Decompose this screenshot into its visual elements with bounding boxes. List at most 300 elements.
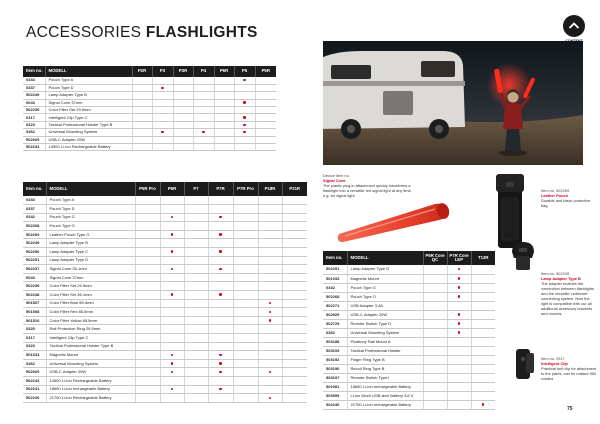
compatibility-cell [282,205,307,214]
caption-product-name: Signal Cone [323,178,346,183]
compatibility-cell [255,136,276,143]
column-header: P5 [234,66,255,77]
column-header: P6R [214,66,234,77]
compatibility-cell [208,359,233,368]
compatibility-cell [282,282,307,291]
compatibility-cell [160,325,184,334]
column-header: T13R [471,251,495,265]
compatibility-cell [282,299,307,308]
table-row [23,256,307,265]
column-header: Item no. [323,251,347,265]
item-name: Color Filter Yellow 85.5mm [46,316,135,325]
column-header: P7 [184,182,208,196]
item-name: Pouch Type O [347,292,423,301]
compatibility-cell [132,107,152,114]
compatibility-cell [233,368,258,377]
compatibility-cell [193,129,214,136]
compatible-dot-icon [243,131,245,133]
item-number: 0320 [23,325,46,334]
column-header: P18R [258,182,282,196]
compatibility-cell [132,114,152,121]
table-row [23,196,307,205]
compatibility-cell [152,144,173,151]
compatible-dot-icon [161,131,163,133]
compatibility-cell [208,376,233,385]
item-name: Color Filter Set 29.5mm [45,107,132,114]
item-number: 502238 [23,291,46,300]
column-header: MODELL [45,66,132,77]
compatible-dot-icon [243,116,245,118]
compatibility-cell [214,107,234,114]
compatibility-cell [160,230,184,239]
table-row [23,273,307,282]
compatibility-cell [255,77,276,84]
compatibility-cell [152,136,173,143]
compatibility-cell [282,359,307,368]
compatibility-cell [135,394,160,403]
item-number: 502268 [323,292,347,301]
compatibility-cell [447,382,471,391]
compatibility-cell [447,292,471,301]
item-name: Remote Switch Type D [347,319,423,328]
caption-description: Durable and black protective bag [541,198,591,208]
item-name: Signal Cone 37mm [45,99,132,106]
table-row [23,342,307,351]
item-name: 21700 Li-Ion rechargeable Battery [347,400,423,409]
item-number: 502237 [23,265,46,274]
page-title-light: ACCESSORIES [26,24,142,41]
compatibility-cell [132,92,152,99]
compatibility-cell [173,121,193,128]
item-number: 501033 [23,351,46,360]
compatible-dot-icon [219,371,221,373]
compatibility-cell [214,92,234,99]
caption-description: Practical belt clip for attachment to the pants, can be rotated 360 rotated [541,366,597,381]
table-row [23,136,276,143]
column-header: P5R [255,66,276,77]
compatible-dot-icon [219,268,221,270]
compatibility-cell [173,136,193,143]
compatibility-cell [208,308,233,317]
compatibility-cell [233,351,258,360]
compatible-dot-icon [458,295,460,297]
compatibility-cell [135,334,160,343]
compatibility-cell [173,114,193,121]
compatible-dot-icon [219,362,221,364]
compatibility-cell [184,230,208,239]
compatibility-cell [214,99,234,106]
item-name: Magnetic Mount [46,351,135,360]
compatibility-cell [214,77,234,84]
table-row [323,382,495,391]
compatibility-cell [282,376,307,385]
item-number: 0342 [323,283,347,292]
compatibility-cell [233,248,258,257]
compatibility-cell [160,273,184,282]
compatibility-cell [423,265,447,274]
compatibility-cell [160,291,184,300]
compatible-dot-icon [171,354,173,356]
compatibility-cell [423,283,447,292]
table-row [23,376,307,385]
compatibility-cell [258,213,282,222]
item-name: Rail Protection Ring 29.5mm [46,325,135,334]
compatibility-cell [208,265,233,274]
item-name: 14500 Li-Ion Rechargeable Battery [46,376,135,385]
compatibility-cell [208,248,233,257]
hero-photo [323,41,583,165]
item-name: USB Adapter 3.4A [347,301,423,310]
compatibility-cell [447,400,471,409]
compatibility-cell [135,196,160,205]
item-number: 0362 [23,359,46,368]
item-number: 502249 [23,239,46,248]
compatibility-cell [282,256,307,265]
column-header: MODELL [46,182,135,196]
compatible-dot-icon [458,268,460,270]
compatibility-cell [471,400,495,409]
compatibility-cell [471,391,495,400]
compatibility-cell [160,308,184,317]
compatibility-cell [135,325,160,334]
caption-item-id: Item no. 0317 [541,356,565,361]
caption-product-name: Intelligent Clip [541,361,568,366]
table-row [23,385,307,394]
table-header-row [323,251,495,265]
item-number: 0333 [23,196,46,205]
compatibility-cell [447,310,471,319]
compatibility-cell [282,196,307,205]
table-row [23,230,307,239]
compatibility-cell [173,77,193,84]
item-name: Pouch Type G [46,213,135,222]
compatible-dot-icon [482,403,484,405]
item-number: 501510 [23,316,46,325]
item-name: Picatinny Rail Mount A [347,337,423,346]
intelligent-clip-caption [541,356,597,381]
compatibility-cell [135,256,160,265]
compatibility-cell [282,230,307,239]
compatibility-cell [135,316,160,325]
compatible-dot-icon [458,331,460,333]
compatibility-cell [423,301,447,310]
item-name: 18650 Li-Ion rechargeable Battery [46,385,135,394]
column-header: P7R Core LEP [447,251,471,265]
item-name: Lamp Adapter Type D [347,265,423,274]
compatibility-cell [160,282,184,291]
compatibility-cell [173,144,193,151]
column-header: P5R Pro [135,182,160,196]
compatibility-cell [282,308,307,317]
compatibility-cell [184,196,208,205]
column-header: Item no. [23,182,46,196]
compatibility-cell [160,376,184,385]
table-row [23,248,307,257]
compatibility-cell [234,136,255,143]
item-number: 501033 [323,274,347,283]
item-name: Intelligent Clip Type C [45,114,132,121]
item-number: 0342 [23,213,46,222]
compatible-dot-icon [202,131,204,133]
compatibility-cell [208,351,233,360]
compatibility-cell [255,129,276,136]
compatibility-cell [447,274,471,283]
compatibility-cell [282,291,307,300]
compatible-dot-icon [269,302,271,304]
compatibility-cell [233,205,258,214]
table-row [23,222,307,231]
compatibility-cell [258,265,282,274]
table-header-row [23,66,276,77]
compatibility-cell [208,316,233,325]
compatibility-cell [255,99,276,106]
compatibility-cell [193,114,214,121]
compatibility-cell [447,319,471,328]
column-header: P6R [160,182,184,196]
compatible-dot-icon [219,250,221,252]
compatibility-cell [208,273,233,282]
item-name: Intelligent Clip Type C [46,334,135,343]
item-name: Pouch Type D [45,84,132,91]
compatibility-cell [184,239,208,248]
item-number: 502241 [23,385,46,394]
compatible-dot-icon [219,216,221,218]
compatibility-cell [471,364,495,373]
compatibility-cell [258,342,282,351]
column-header: P3R [173,66,193,77]
item-name: Pouch Type D [46,205,135,214]
compatibility-cell [282,265,307,274]
camper-scene-illustration [323,41,583,165]
table-row [323,337,495,346]
compatible-dot-icon [243,124,245,126]
table-row [323,346,495,355]
compatibility-cell [160,394,184,403]
column-header: P3 [152,66,173,77]
compatibility-cell [193,92,214,99]
item-number: 502271 [323,301,347,310]
item-number: 502243 [23,144,45,151]
compatibility-cell [471,265,495,274]
compatibility-cell [184,334,208,343]
compatibility-cell [258,222,282,231]
compatibility-cell [160,342,184,351]
compatibility-cell [135,222,160,231]
item-number: 502239 [23,107,45,114]
compatibility-cell [258,308,282,317]
item-number: 0043 [23,99,45,106]
compatibility-cell [233,359,258,368]
compatibility-cell [208,205,233,214]
compatibility-cell [258,368,282,377]
compatibility-cell [423,319,447,328]
table-row [23,325,307,334]
lamp-adapter-caption [541,271,597,316]
compatibility-cell [234,92,255,99]
compatibility-cell [160,351,184,360]
compatibility-cell [184,394,208,403]
item-name: Tactical Professional Holster [347,346,423,355]
signal-cone-image [335,196,455,244]
item-number: 0323 [23,342,46,351]
compatibility-table-pro-series [23,182,307,403]
compatibility-cell [135,385,160,394]
compatibility-cell [184,299,208,308]
compatibility-cell [258,359,282,368]
compatibility-cell [471,355,495,364]
compatible-dot-icon [269,311,271,313]
compatibility-cell [184,222,208,231]
item-number: 502249 [23,92,45,99]
compatibility-cell [234,121,255,128]
compatibility-cell [423,328,447,337]
caption-product-name: Lamp Adapter Type B [541,276,581,281]
table-row [23,129,276,136]
table-row [323,301,495,310]
compatibility-cell [423,355,447,364]
compatibility-cell [214,129,234,136]
item-name: Color Filter Set 29.5mm [46,282,135,291]
item-name: Remote Switch Type I [347,373,423,382]
column-header: MODELL [347,251,423,265]
compatibility-cell [160,248,184,257]
item-name: Color Filter Blue 85.5mm [46,299,135,308]
compatibility-cell [135,213,160,222]
item-name: Universal Mounting System [45,129,132,136]
compatibility-cell [471,382,495,391]
compatibility-cell [471,301,495,310]
caption-description: The plastic plug-in attachment quickly transforms a flashlight into a versatile red signal light at any time, e.g. for signal light [323,183,412,198]
item-number: 502240 [23,394,46,403]
compatible-dot-icon [171,293,173,295]
item-number: 502250 [23,248,46,257]
column-header: P2R [132,66,152,77]
compatibility-cell [447,355,471,364]
item-number: 0362 [323,328,347,337]
compatibility-cell [471,337,495,346]
compatibility-cell [258,351,282,360]
compatibility-cell [258,291,282,300]
compatibility-cell [258,256,282,265]
item-name: Signal Cone 35.1mm [46,265,135,274]
page-title-bold: FLASHLIGHTS [145,24,258,41]
compatibility-cell [282,351,307,360]
item-name: Pouch Type O [46,222,135,231]
compatibility-cell [135,248,160,257]
item-name: Universal Mounting System [46,359,135,368]
compatibility-cell [255,121,276,128]
compatibility-cell [173,99,193,106]
item-number: 502729 [323,319,347,328]
compatibility-cell [184,248,208,257]
compatibility-cell [135,282,160,291]
item-name: Signal Cone 37mm [46,273,135,282]
item-number: 503192 [323,355,347,364]
compatibility-cell [135,239,160,248]
compatibility-cell [184,291,208,300]
compatibility-cell [282,334,307,343]
compatibility-cell [208,299,233,308]
compatibility-cell [184,205,208,214]
compatible-dot-icon [219,388,221,390]
page-number: 75 [567,406,573,412]
column-header: P4 [193,66,214,77]
compatible-dot-icon [219,354,221,356]
compatibility-cell [152,107,173,114]
compatibility-cell [208,230,233,239]
table-row [323,283,495,292]
compatibility-cell [282,368,307,377]
item-name: Recoil Ring Type B [347,364,423,373]
table-row [23,114,276,121]
compatibility-cell [233,213,258,222]
compatibility-cell [258,248,282,257]
compatibility-cell [447,346,471,355]
item-number: 501507 [23,299,46,308]
compatibility-cell [173,107,193,114]
compatibility-cell [208,213,233,222]
compatible-dot-icon [458,286,460,288]
compatibility-cell [160,196,184,205]
item-number: 0333 [23,77,45,84]
compatibility-cell [184,316,208,325]
table-row [23,239,307,248]
lamp-adapter-image [508,238,538,274]
compatibility-cell [233,394,258,403]
compatibility-cell [258,325,282,334]
compatibility-cell [233,196,258,205]
item-number: 502240 [323,400,347,409]
item-number: 503595 [323,391,347,400]
compatibility-cell [208,222,233,231]
column-header: P6R Core QC [423,251,447,265]
compatibility-cell [423,292,447,301]
compatibility-cell [160,265,184,274]
compatible-dot-icon [171,233,173,235]
compatibility-cell [255,114,276,121]
compatibility-cell [184,256,208,265]
compatibility-cell [423,400,447,409]
table-row [23,77,276,84]
compatibility-cell [135,342,160,351]
compatibility-cell [233,291,258,300]
compatible-dot-icon [458,277,460,279]
item-name: 14500 Li-Ion Rechargeable Battery [45,144,132,151]
item-number: 502929 [323,310,347,319]
compatibility-cell [233,325,258,334]
item-name: Magnetic Mount [347,274,423,283]
compatibility-cell [282,342,307,351]
item-name: Leather Pouch Type G [46,230,135,239]
compatibility-cell [208,334,233,343]
compatible-dot-icon [171,388,173,390]
compatibility-cell [208,282,233,291]
compatibility-cell [258,299,282,308]
item-name: Li-ion 6inch USB-tech Battery 3.6 V [347,391,423,400]
table-row [23,394,307,403]
item-name: Lamp Adapter Type B [45,92,132,99]
compatibility-cell [258,316,282,325]
table-row [323,373,495,382]
compatibility-cell [255,84,276,91]
compatibility-cell [193,136,214,143]
table-row [23,205,307,214]
compatibility-cell [447,391,471,400]
compatible-dot-icon [161,87,163,89]
caption-product-name: Leather Pouch [541,193,569,198]
compatibility-cell [208,394,233,403]
compatibility-cell [234,114,255,121]
